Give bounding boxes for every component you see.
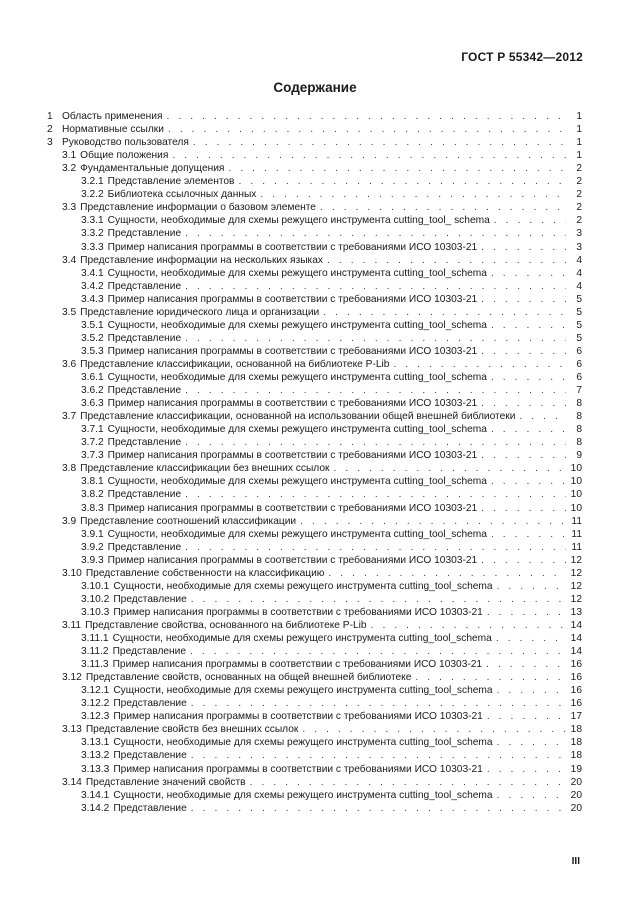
toc-entry-label: Представление свойства, основанного на библиотеке P-Lib (85, 619, 367, 631)
toc-entry-page: 6 (576, 358, 582, 370)
toc-leader-dots (185, 488, 566, 501)
toc-leader-dots (191, 749, 566, 762)
toc-entry[interactable] (62, 410, 582, 423)
toc-entry[interactable] (81, 371, 582, 384)
toc-entry-label: Пример написания программы в соответствии с требованиями ИСО 10303-21 (112, 659, 483, 671)
toc-leader-dots (185, 541, 566, 554)
toc-entry[interactable] (81, 345, 582, 358)
toc-entry-number: 3.9.3 (81, 554, 104, 566)
toc-entry-number: 3.12.1 (81, 685, 110, 697)
toc-entry-label: Представление информации о базовом элементе (80, 202, 316, 214)
toc-entry-label: Сущности, необходимые для схемы режущего инструмента cutting_tool_schema (107, 424, 487, 436)
toc-entry-label: Представление (113, 593, 187, 605)
toc-entry-label: Представление элементов (107, 176, 235, 188)
toc-entry-page: 8 (576, 437, 582, 449)
toc-entry-label: Пример написания программы в соответствии с требованиями ИСО 10303-21 (107, 554, 478, 566)
toc-entry-label: Пример написания программы в соответствии с требованиями ИСО 10303-21 (107, 345, 478, 357)
toc-leader-dots (486, 658, 566, 671)
toc-leader-dots (393, 358, 566, 371)
toc-entry-number: 3.2.1 (81, 176, 104, 188)
toc-entry[interactable] (47, 110, 582, 123)
toc-entry[interactable] (81, 580, 582, 593)
toc-entry[interactable] (81, 214, 582, 227)
toc-leader-dots (497, 684, 566, 697)
toc-leader-dots (185, 227, 566, 240)
toc-entry-number: 3.11.1 (81, 633, 109, 644)
toc-leader-dots (191, 802, 566, 815)
toc-entry[interactable] (81, 684, 582, 697)
toc-entry-number: 3.11.2 (81, 646, 109, 658)
toc-entry-number: 3.10.2 (81, 593, 110, 605)
toc-entry-label: Представление (107, 489, 182, 501)
toc-entry-number: 3.14.2 (81, 802, 110, 814)
toc-leader-dots (497, 736, 566, 749)
toc-entry-label: Представление значений свойств (85, 776, 246, 788)
toc-entry-number: 3.4 (62, 254, 77, 266)
toc-entry-label: Сущности, необходимые для схемы режущего инструмента cutting_tool_schema (113, 737, 493, 749)
toc-entry-page: 4 (576, 280, 582, 292)
toc-entry-number: 3.5.1 (81, 319, 104, 331)
toc-entry-label: Сущности, необходимые для схемы режущего инструмента cutting_tool_schema (113, 685, 493, 697)
toc-entry-page: 14 (570, 646, 582, 658)
toc-entry-label: Представление (107, 541, 182, 553)
toc-leader-dots (327, 254, 566, 267)
toc-entry-page: 14 (570, 619, 582, 631)
toc-entry-page: 1 (576, 111, 582, 122)
toc-leader-dots (185, 280, 566, 293)
toc-entry-label: Представление (107, 332, 182, 344)
toc-entry-number: 2 (47, 124, 53, 136)
toc-entry[interactable] (81, 332, 582, 345)
toc-entry[interactable] (62, 462, 582, 475)
toc-entry-page: 2 (576, 189, 582, 201)
toc-entry-page: 10 (570, 476, 582, 488)
toc-entry[interactable] (81, 763, 582, 776)
page-title: Содержание (273, 80, 357, 95)
toc-leader-dots (487, 606, 566, 619)
toc-entry-number: 3.8 (62, 463, 77, 475)
toc-entry-label: Сущности, необходимые для схемы режущего инструмента cutting_tool_schema (112, 633, 492, 644)
toc-entry-label: Пример написания программы в соответствии с требованиями ИСО 10303-21 (107, 502, 478, 514)
toc-entry-number: 3.11.3 (81, 659, 109, 671)
toc-entry[interactable] (62, 567, 582, 580)
toc-entry[interactable] (62, 776, 582, 789)
toc-entry-label: Сущности, необходимые для схемы режущего инструмента cutting_tool_schema (107, 528, 487, 540)
toc-leader-dots (481, 293, 566, 306)
toc-entry-label: Сущности, необходимые для схемы режущего инструмента cutting_tool_schema (107, 319, 487, 331)
toc-entry-label: Представление юридического лица и организации (80, 306, 320, 318)
toc-leader-dots (494, 214, 566, 227)
toc-entry-page: 7 (576, 385, 582, 397)
toc-entry-label: Фундаментальные допущения (80, 163, 225, 175)
toc-entry-label: Общие положения (80, 150, 169, 162)
toc-leader-dots (496, 632, 566, 645)
toc-entry[interactable] (47, 123, 582, 136)
toc-entry[interactable] (81, 697, 582, 710)
toc-leader-dots (191, 593, 566, 606)
toc-entry-number: 1 (47, 111, 53, 122)
toc-leader-dots (497, 789, 566, 802)
toc-entry-page: 8 (576, 411, 582, 423)
toc-entry-label: Представление (107, 228, 182, 240)
toc-entry-label: Представление классификации, основанной на использовании общей внешней библиотеки (80, 411, 516, 423)
toc-entry[interactable] (81, 319, 582, 332)
toc-entry[interactable] (81, 488, 582, 501)
toc-entry-label: Сущности, необходимые для схемы режущего инструмента cutting_tool_schema (113, 789, 493, 801)
toc-leader-dots (481, 502, 566, 515)
toc-leader-dots (191, 697, 566, 710)
toc-entry-number: 3.13.1 (81, 737, 110, 749)
toc-entry-number: 3.11 (62, 619, 82, 631)
toc-entry-page: 4 (576, 254, 582, 266)
toc-entry-number: 3.3.3 (81, 241, 104, 253)
toc-entry-label: Библиотека ссылочных данных (107, 189, 257, 201)
toc-entry-label: Представление (113, 698, 187, 710)
toc-entry-page: 6 (576, 345, 582, 357)
toc-entry-label: Представление информации на нескольких языках (80, 254, 323, 266)
toc-entry-number: 3.14 (62, 776, 82, 788)
toc-leader-dots (491, 423, 566, 436)
toc-entry-page: 3 (576, 228, 582, 240)
toc-entry-number: 3.4.2 (81, 280, 104, 292)
toc-leader-dots (519, 410, 566, 423)
toc-entry-number: 3.6.3 (81, 398, 104, 410)
toc-entry-label: Представление собственности на классификацию (85, 567, 325, 579)
toc-entry[interactable] (81, 645, 582, 658)
toc-entry-page: 9 (576, 450, 582, 462)
toc-entry-label: Сущности, необходимые для схемы режущего инструмента cutting_tool_schema (107, 372, 487, 383)
toc-entry[interactable] (62, 723, 582, 736)
toc-entry-page: 16 (570, 672, 582, 684)
toc-entry-number: 3.8.1 (81, 476, 104, 488)
toc-entry-number: 3.10.1 (81, 580, 110, 592)
toc-entry-label: Пример написания программы в соответствии с требованиями ИСО 10303-21 (113, 763, 483, 775)
toc-entry-number: 3.6 (62, 358, 77, 370)
toc-entry-label: Пример написания программы в соответствии с требованиями ИСО 10303-21 (107, 450, 478, 462)
toc-entry-number: 3.13 (62, 724, 82, 736)
toc-entry-label: Представление (113, 802, 187, 814)
toc-entry[interactable] (81, 241, 582, 254)
toc-entry-number: 3.7.2 (81, 437, 104, 449)
toc-entry-page: 1 (576, 137, 582, 149)
toc-leader-dots (497, 580, 566, 593)
toc-leader-dots (371, 619, 566, 632)
toc-entry-number: 3.4.3 (81, 293, 104, 305)
toc-leader-dots (481, 397, 566, 410)
toc-entry[interactable] (62, 358, 582, 371)
toc-entry-page: 16 (570, 698, 582, 710)
toc-entry-number: 3.9.1 (81, 528, 104, 540)
toc-leader-dots (190, 645, 566, 658)
toc-entry[interactable] (62, 306, 582, 319)
toc-entry-page: 18 (570, 737, 582, 749)
toc-entry[interactable] (81, 528, 582, 541)
toc-entry-number: 3 (47, 137, 53, 149)
toc-leader-dots (228, 162, 566, 175)
toc-entry-label: Представление соотношений классификации (80, 515, 297, 527)
toc-entry[interactable] (81, 397, 582, 410)
toc-leader-dots (491, 528, 566, 541)
toc-entry-label: Нормативные ссылки (62, 124, 164, 136)
toc-entry-page: 5 (576, 306, 582, 318)
toc-leader-dots (168, 123, 566, 136)
toc-entry-label: Пример написания программы в соответствии с требованиями ИСО 10303-21 (107, 241, 478, 253)
toc-entry-label: Представление классификации, основанной на библиотеке P-Lib (80, 358, 390, 370)
toc-entry-label: Пример написания программы в соответствии с требованиями ИСО 10303-21 (107, 293, 478, 305)
toc-entry-page: 5 (576, 332, 582, 344)
toc-entry-number: 3.14.1 (81, 789, 110, 801)
toc-entry-label: Пример написания программы в соответствии с требованиями ИСО 10303-21 (113, 606, 483, 618)
toc-leader-dots (333, 462, 566, 475)
toc-entry-page: 2 (576, 163, 582, 175)
toc-entry-label: Представление (107, 437, 182, 449)
toc-entry[interactable] (62, 671, 582, 684)
toc-entry-number: 3.1 (62, 150, 77, 162)
toc-leader-dots (260, 188, 566, 201)
toc-entry-number: 3.10.3 (81, 606, 110, 618)
toc-entry-label: Руководство пользователя (62, 137, 189, 149)
toc-entry-page: 14 (570, 633, 582, 644)
toc-entry[interactable] (81, 384, 582, 397)
toc-entry-page: 13 (570, 606, 582, 618)
toc-entry-page: 2 (576, 202, 582, 214)
toc-entry-page: 17 (570, 711, 582, 723)
toc-entry-page: 19 (570, 763, 582, 775)
toc-entry[interactable] (81, 554, 582, 567)
toc-entry-label: Представление классификации без внешних ссылок (80, 463, 330, 475)
toc-entry-number: 3.5.2 (81, 332, 104, 344)
toc-entry[interactable] (81, 293, 582, 306)
toc-leader-dots (491, 475, 566, 488)
toc-entry[interactable] (62, 201, 582, 214)
toc-entry[interactable] (81, 502, 582, 515)
toc-entry-page: 8 (576, 424, 582, 436)
toc-entry-number: 3.6.1 (81, 372, 104, 383)
toc-entry-number: 3.4.1 (81, 267, 104, 279)
toc-leader-dots (193, 136, 566, 149)
toc-entry-page: 5 (576, 319, 582, 331)
toc-entry[interactable] (81, 593, 582, 606)
toc-entry[interactable] (81, 789, 582, 802)
toc-entry-page: 12 (570, 593, 582, 605)
toc-entry-number: 3.13.3 (81, 763, 110, 775)
toc-leader-dots (491, 319, 566, 332)
toc-entry-number: 3.3.1 (81, 215, 104, 227)
toc-entry-label: Представление свойств без внешних ссылок (85, 724, 299, 736)
toc-entry-label: Представление (107, 280, 182, 292)
toc-leader-dots (166, 110, 566, 123)
toc-entry[interactable] (47, 136, 582, 149)
toc-entry-number: 3.2 (62, 163, 77, 175)
toc-entry-page: 11 (571, 515, 582, 527)
page-number: III (571, 856, 580, 867)
toc-leader-dots (487, 710, 566, 723)
toc-entry[interactable] (81, 227, 582, 240)
toc-leader-dots (481, 345, 566, 358)
toc-entry[interactable] (81, 436, 582, 449)
toc-entry-number: 3.12 (62, 672, 82, 684)
toc-entry-page: 4 (576, 267, 582, 279)
toc-entry-page: 12 (570, 554, 582, 566)
toc-entry[interactable] (81, 802, 582, 815)
toc-entry[interactable] (81, 736, 582, 749)
toc-entry-number: 3.9.2 (81, 541, 104, 553)
toc-entry-number: 3.8.2 (81, 489, 104, 501)
toc-entry[interactable] (62, 149, 582, 162)
toc-entry-number: 3.10 (62, 567, 82, 579)
toc-leader-dots (250, 776, 566, 789)
toc-leader-dots (481, 554, 566, 567)
toc-leader-dots (323, 306, 566, 319)
document-code: ГОСТ Р 55342—2012 (461, 50, 583, 64)
toc-entry-label: Сущности, необходимые для схемы режущего инструмента cutting_tool_schema (107, 267, 487, 279)
toc-leader-dots (491, 267, 566, 280)
toc-entry-page: 12 (570, 580, 582, 592)
toc-entry-page: 11 (571, 528, 582, 540)
toc-entry-page: 20 (570, 776, 582, 788)
toc-entry[interactable] (81, 606, 582, 619)
toc-leader-dots (415, 671, 566, 684)
toc-entry-page: 18 (570, 724, 582, 736)
toc-entry-page: 6 (576, 372, 582, 383)
toc-entry[interactable] (81, 541, 582, 554)
toc-entry-page: 5 (576, 293, 582, 305)
toc-entry-page: 3 (576, 241, 582, 253)
toc-entry-label: Сущности, необходимые для схемы режущего инструмента cutting_tool_ schema (107, 215, 490, 227)
toc-entry[interactable] (81, 632, 582, 645)
toc-entry[interactable] (62, 162, 582, 175)
toc-entry-page: 20 (570, 789, 582, 801)
toc-entry-page: 2 (576, 176, 582, 188)
toc-leader-dots (487, 763, 566, 776)
toc-entry-label: Область применения (62, 111, 163, 122)
toc-entry-page: 1 (576, 124, 582, 136)
toc-entry-number: 3.7.3 (81, 450, 104, 462)
toc-entry-page: 16 (570, 659, 582, 671)
toc-leader-dots (302, 723, 566, 736)
toc-leader-dots (185, 384, 566, 397)
toc-entry-number: 3.5 (62, 306, 77, 318)
toc-entry-number: 3.7.1 (81, 424, 104, 436)
toc-entry-number: 3.6.2 (81, 385, 104, 397)
toc-entry-number: 3.2.2 (81, 189, 104, 201)
toc-entry-number: 3.3.2 (81, 228, 104, 240)
toc-entry[interactable] (81, 710, 582, 723)
toc-entry[interactable] (81, 280, 582, 293)
toc-entry-page: 8 (576, 398, 582, 410)
toc-entry-label: Сущности, необходимые для схемы режущего инструмента cutting_tool_schema (113, 580, 493, 592)
toc-leader-dots (320, 201, 566, 214)
toc-leader-dots (481, 241, 566, 254)
toc-entry-page: 1 (576, 150, 582, 162)
toc-leader-dots (238, 175, 566, 188)
toc-leader-dots (481, 449, 566, 462)
toc-entry-page: 10 (570, 463, 582, 475)
toc-entry[interactable] (62, 515, 582, 528)
toc-entry-label: Представление (107, 385, 182, 397)
toc-entry-number: 3.12.2 (81, 698, 110, 710)
toc-entry-number: 3.8.3 (81, 502, 104, 514)
toc-leader-dots (185, 332, 566, 345)
toc-entry[interactable] (62, 619, 582, 632)
toc-entry[interactable] (81, 449, 582, 462)
toc-entry[interactable] (81, 175, 582, 188)
toc-leader-dots (491, 371, 566, 384)
toc-entry-number: 3.9 (62, 515, 77, 527)
toc-entry-label: Пример написания программы в соответствии с требованиями ИСО 10303-21 (113, 711, 483, 723)
toc-leader-dots (300, 515, 566, 528)
toc-entry[interactable] (81, 423, 582, 436)
toc-entry-label: Сущности, необходимые для схемы режущего инструмента cutting_tool_schema (107, 476, 487, 488)
toc-entry-page: 18 (570, 750, 582, 762)
toc-entry-page: 12 (570, 567, 582, 579)
toc-entry[interactable] (62, 254, 582, 267)
toc-entry-page: 20 (570, 802, 582, 814)
toc-entry-page: 2 (576, 215, 582, 227)
toc-entry-label: Представление (113, 750, 187, 762)
toc-entry-number: 3.3 (62, 202, 77, 214)
toc-entry[interactable] (81, 749, 582, 762)
toc-entry-page: 10 (570, 502, 582, 514)
toc-entry-number: 3.12.3 (81, 711, 110, 723)
toc-entry-number: 3.13.2 (81, 750, 110, 762)
toc-entry-label: Пример написания программы в соответствии с требованиями ИСО 10303-21 (107, 398, 478, 410)
toc-entry-page: 16 (570, 685, 582, 697)
toc-leader-dots (185, 436, 566, 449)
toc-entry[interactable] (81, 267, 582, 280)
toc-entry[interactable] (81, 658, 582, 671)
toc-entry-page: 10 (570, 489, 582, 501)
toc-leader-dots (328, 567, 566, 580)
toc-entry-label: Представление (112, 646, 187, 658)
toc-entry-number: 3.5.3 (81, 345, 104, 357)
toc-entry-number: 3.7 (62, 411, 77, 423)
toc-leader-dots (172, 149, 566, 162)
toc-entry-page: 11 (571, 541, 582, 553)
toc-entry-label: Представление свойств, основанных на общей внешней библиотеке (85, 672, 412, 684)
toc-entry[interactable] (81, 475, 582, 488)
toc-entry[interactable] (81, 188, 582, 201)
